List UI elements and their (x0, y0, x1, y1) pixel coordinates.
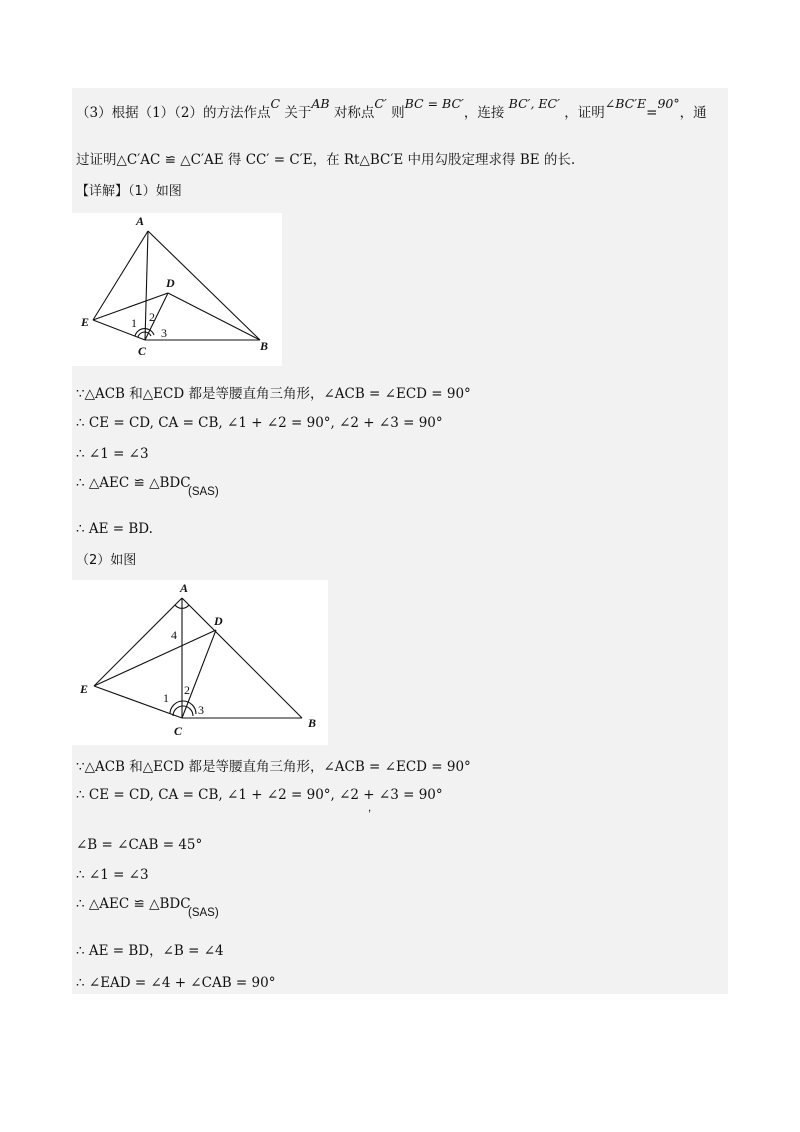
equation-bc: BC = BC′ (404, 96, 464, 111)
part2-heading: （2）如图 (76, 553, 137, 568)
label-d: D (214, 614, 223, 628)
prove-text: ，证明 (564, 105, 605, 121)
figure-1 (72, 213, 282, 366)
label-c: C (174, 724, 183, 738)
segment-ab (148, 231, 260, 340)
label-b: B (260, 339, 269, 353)
about-text: 关于 (284, 105, 312, 121)
label-e: E (80, 682, 89, 696)
part2-line2-tail: , (368, 802, 372, 814)
part1-line4-sas: (SAS) (188, 486, 219, 498)
label-b: B (308, 716, 317, 730)
segment-ac (145, 231, 148, 340)
symmetric-text: 对称点 (333, 105, 375, 121)
segment-ae (94, 598, 182, 686)
part1-line5: ∴ AE = BD. (76, 521, 153, 537)
part1-line2: ∴ CE = CD, CA = CB, ∠1 + ∠2 = 90°, ∠2 + ∠3 = 90° (76, 415, 443, 431)
angle-arc-2 (138, 332, 151, 337)
label-d: D (166, 276, 175, 290)
segment-ae (93, 231, 148, 320)
label-a: A (180, 581, 189, 595)
tong-text: ，通 (679, 105, 707, 121)
label-angle-3: 3 (198, 703, 204, 717)
point-c-prime: C′ (374, 96, 387, 111)
then-text: 则 (391, 105, 405, 121)
part2-line7: ∴ ∠EAD = ∠4 + ∠CAB = 90° (76, 975, 276, 991)
part2-line5-sas: (SAS) (188, 907, 219, 919)
part2-line3: ∠B = ∠CAB = 45° (76, 837, 203, 853)
label-a: A (136, 214, 145, 228)
step3-line2: 过证明△C′AC ≌ △C′AE 得 CC′ = C′E，在 Rt△BC′E 中用勾股定理求得 BE 的长. (76, 152, 576, 168)
label-angle-4: 4 (171, 628, 177, 642)
label-e: E (81, 315, 90, 329)
part1-line1: ∵△ACB 和△ECD 都是等腰直角三角形，∠ACB = ∠ECD = 90° (76, 386, 471, 402)
step3-line1 (76, 96, 726, 122)
segment-ab: AB (311, 96, 330, 111)
connect-text: ，连接 (463, 105, 505, 121)
point-c: C (270, 96, 281, 111)
segments-text: BC′, EC′ (508, 96, 560, 111)
part2-line6: ∴ AE = BD，∠B = ∠4 (76, 943, 224, 959)
part1-line4: ∴ △AEC ≌ △BDC (76, 475, 191, 491)
label-angle-3: 3 (161, 326, 167, 340)
label-c: C (138, 344, 147, 358)
part2-line1: ∵△ACB 和△ECD 都是等腰直角三角形，∠ACB = ∠ECD = 90° (76, 759, 471, 775)
segment-ab (182, 598, 302, 718)
segment-db (168, 293, 260, 340)
label-angle-2: 2 (184, 683, 190, 697)
detail-heading: 【详解】（1）如图 (76, 184, 182, 199)
step3-label: （3）根据（1）（2）的方法作点 (76, 105, 271, 121)
label-angle-1: 1 (163, 691, 169, 705)
figure-2 (72, 580, 328, 745)
segment-ec (93, 320, 145, 340)
label-angle-1: 1 (131, 316, 137, 330)
figure-1-svg (72, 213, 282, 366)
figure-2-svg (72, 580, 328, 745)
part2-line5: ∴ △AEC ≌ △BDC (76, 896, 191, 912)
angle-text: ∠BC′E (604, 96, 647, 111)
eq-sign: = (646, 105, 658, 121)
part1-line3: ∴ ∠1 = ∠3 (76, 446, 149, 462)
part2-line2: ∴ CE = CD, CA = CB, ∠1 + ∠2 = 90°, ∠2 + ∠3 = 90° (76, 787, 443, 803)
part2-line4: ∴ ∠1 = ∠3 (76, 867, 149, 883)
label-angle-2: 2 (149, 310, 155, 324)
degree-text: 90° (657, 96, 680, 111)
